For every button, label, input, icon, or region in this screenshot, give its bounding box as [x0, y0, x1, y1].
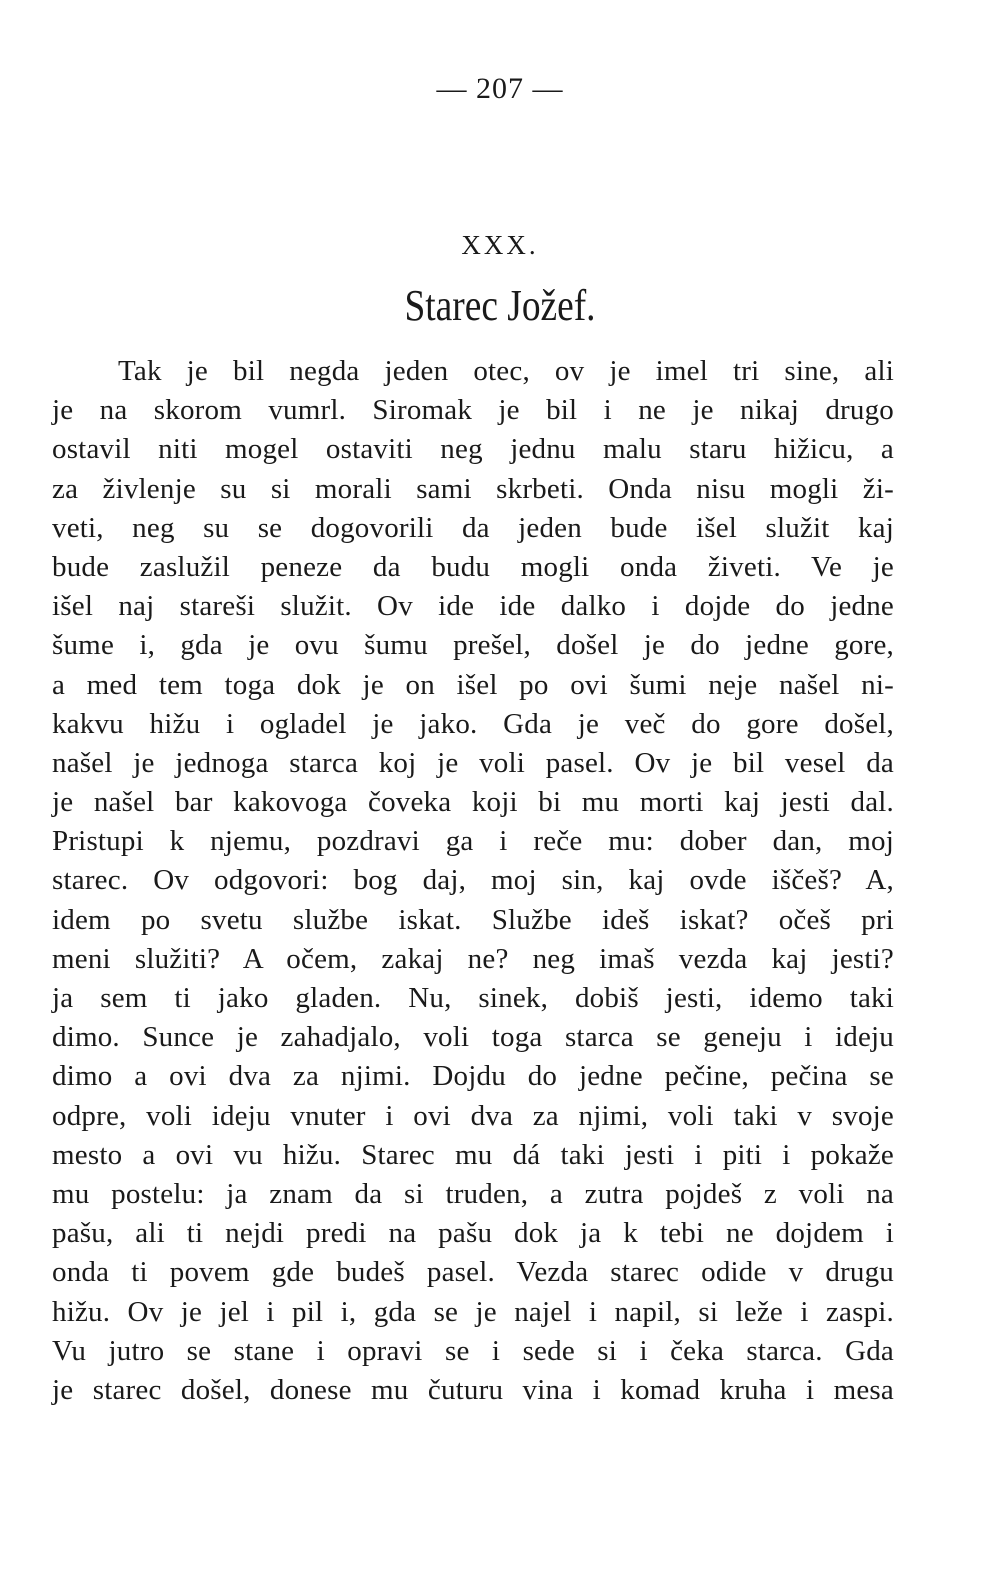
text-line: šume i, gda je ovu šumu prešel, došel je do jedne gore,: [52, 629, 894, 662]
text-line: ostavil niti mogel ostaviti neg jednu malu staru hižicu, a: [52, 433, 894, 466]
page-number: — 207 —: [436, 72, 564, 105]
text-line: je našel bar kakovoga čoveka koji bi mu morti kaj jesti dal.: [52, 786, 894, 819]
text-line: pašu, ali ti nejdi predi na pašu dok ja k tebi ne dojdem i: [52, 1217, 894, 1250]
text-line: dimo. Sunce je zahadjalo, voli toga starca se geneju i ideju: [52, 1021, 894, 1054]
text-line: za živlenje su si morali sami skrbeti. Onda nisu mogli ži-: [52, 472, 894, 505]
text-line: je starec došel, donese mu čuturu vina i komad kruha i mesa: [52, 1373, 894, 1406]
text-line: našel je jednoga starca koj je voli pasel. Ov je bil vesel da: [52, 746, 894, 779]
text-line: bude zaslužil peneze da budu mogli onda živeti. Ve je: [52, 550, 894, 583]
chapter-number: XXX.: [461, 230, 539, 260]
text-line: mu postelu: ja znam da si truden, a zutra pojdeš z voli na: [52, 1177, 894, 1210]
text-line: je na skorom vumrl. Siromak je bil i ne je nikaj drugo: [52, 394, 894, 427]
text-line: starec. Ov odgovori: bog daj, moj sin, kaj ovde iščeš? A,: [52, 864, 894, 897]
text-line: veti, neg su se dogovorili da jeden bude išel služit kaj: [52, 511, 894, 544]
text-line: hižu. Ov je jel i pil i, gda se je najel i napil, si leže i zaspi.: [52, 1295, 894, 1328]
body-text: [52, 352, 894, 1410]
text-line: onda ti povem gde budeš pasel. Vezda starec odide v drugu: [52, 1256, 894, 1289]
text-line: Tak je bil negda jeden otec, ov je imel tri sine, ali: [118, 355, 894, 387]
text-line: kakvu hižu i ogladel je jako. Gda je več do gore došel,: [52, 707, 894, 740]
text-line: dimo a ovi dva za njimi. Dojdu do jedne pečine, pečina se: [52, 1060, 894, 1093]
text-line: Pristupi k njemu, pozdravi ga i reče mu: dober dan, moj: [52, 825, 894, 858]
text-line: odpre, voli ideju vnuter i ovi dva za njimi, voli taki v svoje: [52, 1099, 894, 1132]
text-line: a med tem toga dok je on išel po ovi šumi neje našel ni-: [52, 668, 894, 701]
chapter-title: Starec Jožef.: [404, 281, 596, 330]
text-line: išel naj stareši služit. Ov ide ide dalko i dojde do jedne: [52, 590, 894, 623]
text-line: idem po svetu službe iskat. Službe ideš iskat? očeš pri: [52, 903, 894, 936]
text-line: mesto a ovi vu hižu. Starec mu dá taki jesti i piti i pokaže: [52, 1138, 894, 1171]
text-line: ja sem ti jako gladen. Nu, sinek, dobiš jesti, idemo taki: [52, 982, 894, 1014]
text-line: Vu jutro se stane i opravi se i sede si i čeka starca. Gda: [52, 1334, 894, 1367]
text-line: meni služiti? A očem, zakaj ne? neg imaš vezda kaj jesti?: [52, 942, 894, 975]
